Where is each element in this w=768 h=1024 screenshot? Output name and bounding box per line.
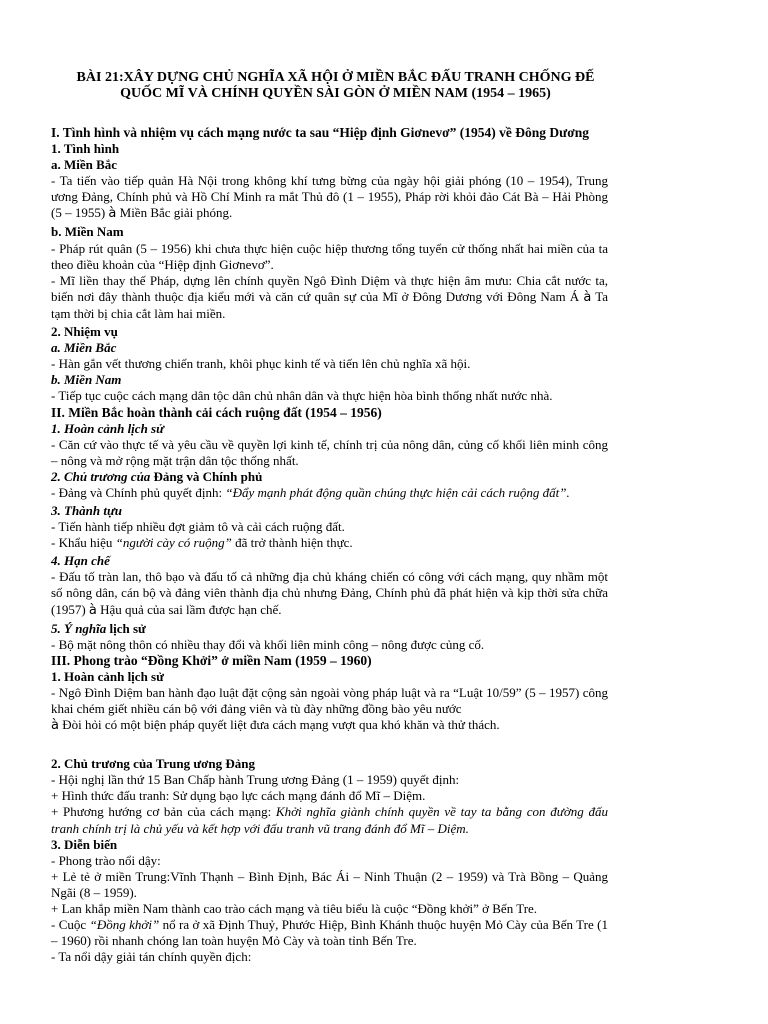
section-1-heading: I. Tình hình và nhiệm vụ cách mạng nước ta sau “Hiệp định Giơnevơ” (1954) về Đông Dương: [51, 125, 589, 140]
section-1-b-heading: b. Miền Nam: [51, 224, 124, 240]
section-2-h4: 4. Hạn chế: [51, 553, 110, 569]
section-2-h3: 3. Thành tựu: [51, 502, 123, 518]
section-3-h3-paragraph-2: + Lẻ tẻ ở miền Trung:Vĩnh Thạnh – Bình Định, Bác Ái – Ninh Thuận (2 – 1959) và Trà Bồng – Quảng Ngãi (8 – 1959).: [51, 868, 608, 900]
section-2-h4-paragraph: [51, 569, 608, 618]
heading-part: Đảng và Chính phủ: [150, 468, 263, 484]
paragraph-text: Ta tạm thời bị chia cắt làm hai miền.: [51, 288, 609, 321]
section-2-h1-paragraph: - Căn cứ vào thực tế và yêu cầu về quyền lợi kinh tế, chính trị của nông dân, củng cố khối liên minh công – nông và mở rộng mặt trận dân tộc thống nhất.: [51, 436, 608, 468]
section-3-h2-paragraph-3: [51, 804, 608, 836]
paragraph-text: + Phương hướng cơ bản của cách mạng:: [51, 804, 276, 820]
section-2-h3-paragraph-1: - Tiến hành tiếp nhiều đợt giảm tô và cải cách ruộng đất.: [51, 519, 345, 535]
paragraph-text: Miền Bắc giải phóng.: [119, 205, 233, 221]
italic-text: “Đồng khởi”: [89, 917, 160, 933]
section-3-h3-paragraph-4: [51, 917, 608, 949]
section-3-h3-paragraph-1: - Phong trào nổi dậy:: [51, 852, 161, 868]
paragraph-text: - Ta tiến vào tiếp quản Hà Nội trong không khí tưng bừng của ngày hội giải phóng (10 – 1954), Trung ương Đảng, Chính phủ và Hồ Chí Minh ra mắt Thủ đô (1 – 1955), Pháp rời khỏi đảo Cát Bà – Hải Phòng (5 – 1955): [51, 173, 608, 221]
quote-text: “người cày có ruộng”: [115, 535, 232, 551]
section-3-h3-paragraph-5: - Ta nổi dậy giải tán chính quyền địch:: [51, 949, 252, 965]
section-3-heading: III. Phong trào “Đồng Khởi” ở miền Nam (1959 – 1960): [51, 652, 372, 668]
lesson-title-line-2: QUỐC MĨ VÀ CHÍNH QUYỀN SÀI GÒN Ở MIỀN NAM (1954 – 1965): [120, 86, 551, 101]
arrow-icon: à: [583, 289, 592, 305]
paragraph-text: - Ngô Đình Diệm ban hành đạo luật đặt cộng sản ngoài vòng pháp luật và ra “Luật 10/59” (5 – 1957) công khai chém giết nhiều cán bộ với đảng viên và tù đày những đồng bào yêu nước: [51, 684, 608, 716]
section-1-b-paragraph-2: [51, 273, 608, 322]
quote-text: “Đẩy mạnh phát động quần chúng thực hiện cải cách ruộng đất”.: [225, 484, 570, 500]
section-1-nv-a-paragraph: - Hàn gắn vết thương chiến tranh, khôi phục kinh tế và tiến lên chủ nghĩa xã hội.: [51, 356, 471, 372]
section-2-h3-paragraph-2: [51, 535, 608, 551]
section-2-h2: [51, 469, 608, 485]
section-3-h3: 3. Diễn biến: [51, 836, 118, 852]
italic-text: Khởi nghĩa giành chính quyền về tay ta bằng con đường đấu tranh chính trị là chủ yếu và kết hợp với đấu tranh vũ trang đánh đổ Mĩ – Diệm.: [51, 804, 608, 836]
paragraph-text: - Mĩ liền thay thế Pháp, dựng lên chính quyền Ngô Đình Diệm và thực hiện âm mưu: Chia cắt nước ta, biến nơi đây thành thuộc địa kiểu mới và căn cứ quân sự của Mĩ ở Đông Dương với Đông Nam Á: [51, 272, 608, 304]
section-3-h2-paragraph-1: - Hội nghị lần thứ 15 Ban Chấp hành Trung ương Đảng (1 – 1959) quyết định:: [51, 772, 460, 788]
paragraph-text: - Đấu tố tràn lan, thô bạo và đấu tố cả những địa chủ kháng chiến có công với cách mạng, quy nhầm một số nông dân, cán bộ và đảng viên thành địa chủ nhưng Đảng, Chính phủ đã phát hiện và kịp thời sửa chữa (1957): [51, 569, 608, 617]
section-3-h2-paragraph-2: + Hình thức đấu tranh: Sử dụng bạo lực cách mạng đánh đổ Mĩ – Diệm.: [51, 788, 426, 804]
section-1-nv-b-heading: b. Miền Nam: [51, 372, 122, 388]
heading-part: lịch sử: [106, 620, 146, 636]
section-1-nv-a-heading: a. Miền Bắc: [51, 340, 117, 356]
paragraph-text: đã trở thành hiện thực.: [231, 535, 353, 551]
section-3-h1-paragraph: [51, 685, 608, 734]
arrow-icon: à: [51, 718, 59, 734]
paragraph-text: Đòi hỏi có một biện pháp quyết liệt đưa cách mạng vượt qua khó khăn và thử thách.: [62, 717, 500, 733]
paragraph-text: - Khẩu hiệu: [51, 535, 116, 551]
section-1-a-heading: a. Miền Bắc: [51, 157, 118, 173]
section-2-h2-paragraph: [51, 485, 608, 501]
section-3-h2: 2. Chủ trương của Trung ương Đảng: [51, 756, 255, 772]
section-2-heading: II. Miền Bắc hoàn thành cải cách ruộng đất (1954 – 1956): [51, 404, 382, 420]
section-1-nv-b-paragraph: - Tiếp tục cuộc cách mạng dân tộc dân chủ nhân dân và thực hiện hòa bình thống nhất nước nhà.: [51, 388, 553, 404]
section-2-h5: [51, 621, 608, 637]
paragraph-text: - Đảng và Chính phủ quyết định:: [51, 484, 226, 500]
section-1-sub-1: 1. Tình hình: [51, 141, 120, 156]
arrow-icon: à: [108, 206, 117, 222]
paragraph-text: nổ ra ở xã Định Thuỷ, Phước Hiệp, Bình Khánh thuộc huyện Mỏ Cày của Bến Tre (1 – 1960) rồi nhanh chóng lan toàn huyện Mỏ Cày và toàn tỉnh Bến Tre.: [51, 917, 608, 949]
section-2-h1: 1. Hoàn cảnh lịch sử: [51, 420, 164, 436]
paragraph-text: Hậu quả của sai lầm được hạn chế.: [100, 601, 282, 617]
section-3-h1: 1. Hoàn cảnh lịch sử: [51, 668, 164, 684]
arrow-icon: à: [88, 602, 97, 618]
lesson-title: [51, 70, 608, 102]
paragraph-text: - Cuộc: [51, 917, 90, 933]
heading-part: 5. Ý nghĩa: [51, 620, 107, 636]
section-2-h5-paragraph: - Bộ mặt nông thôn có nhiều thay đổi và khối liên minh công – nông được củng cố.: [51, 636, 485, 652]
section-1-a-paragraph: [51, 173, 608, 222]
section-1-b-paragraph-1: - Pháp rút quân (5 – 1956) khi chưa thực hiện cuộc hiệp thương tổng tuyển cử thống nhất hai miền của ta theo điều khoản của “Hiệp định Giơnevơ”.: [51, 240, 608, 272]
section-1-sub-2: 2. Nhiệm vụ: [51, 324, 118, 340]
section-3-h3-paragraph-3: + Lan khắp miền Nam thành cao trào cách mạng và tiêu biểu là cuộc “Đồng khởi” ở Bến Tre.: [51, 901, 538, 917]
heading-part: 2. Chủ trương của: [51, 468, 151, 484]
lesson-title-line-1: BÀI 21:XÂY DỰNG CHỦ NGHĨA XÃ HỘI Ở MIỀN BẮC ĐẤU TRANH CHỐNG ĐẾ: [76, 70, 595, 85]
